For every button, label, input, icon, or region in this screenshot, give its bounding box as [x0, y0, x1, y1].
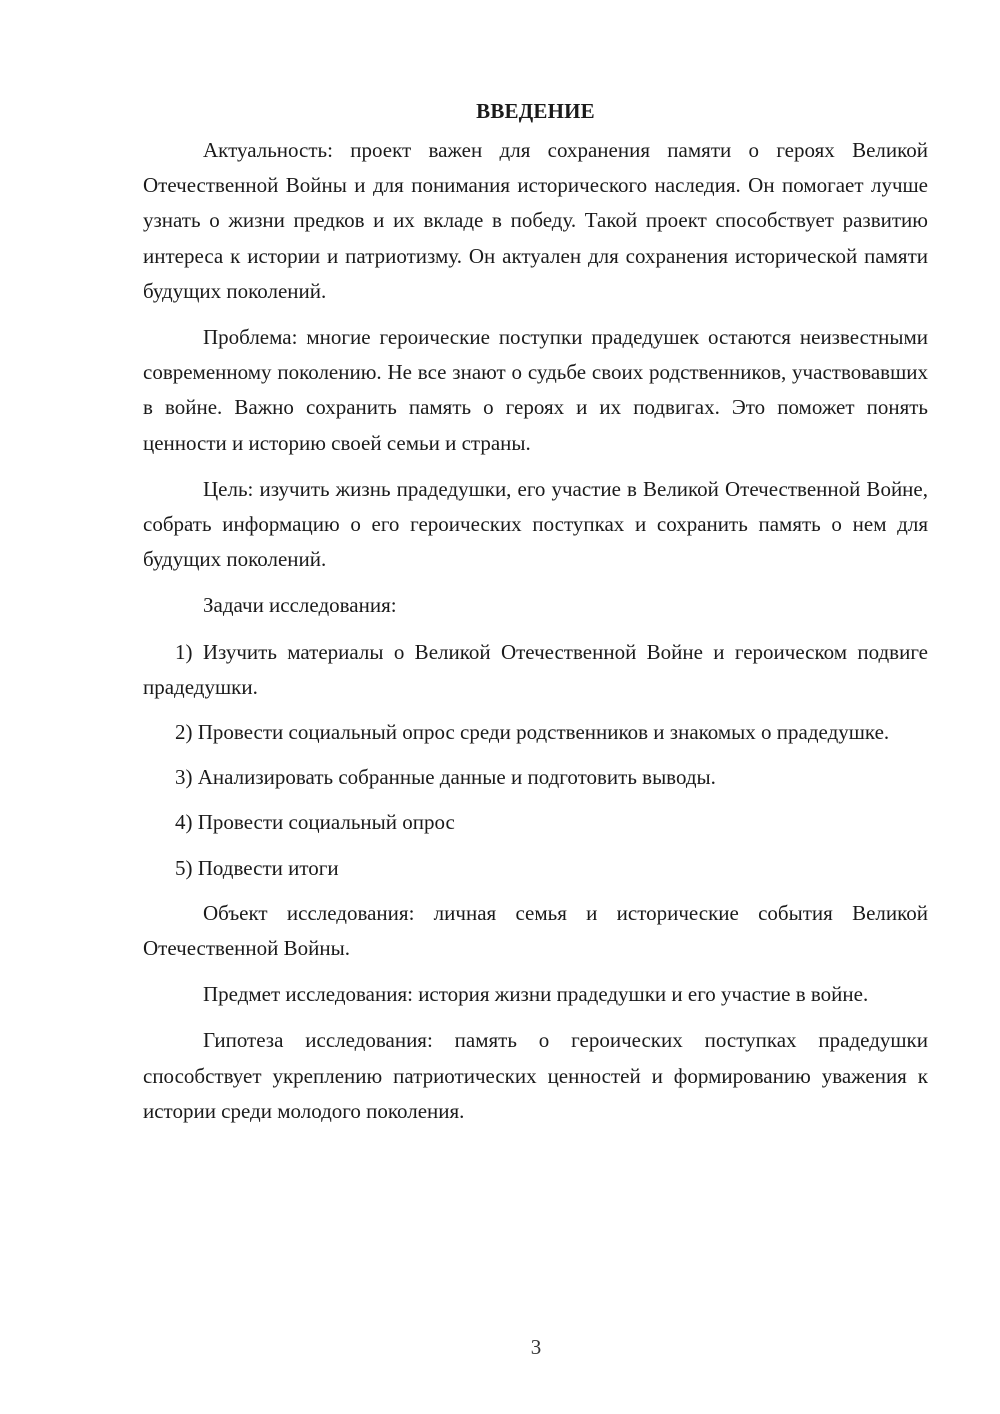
subject-paragraph: Предмет исследования: история жизни прадедушки и его участие в войне.: [203, 982, 869, 1007]
object-paragraph: Объект исследования: личная семья и исторические события Великой Отечественной Войны.: [143, 900, 928, 961]
task-item: 5) Подвести итоги: [175, 855, 339, 880]
task-item: 1) Изучить материалы о Великой Отечественной Войне и героическом подвиге прадедушки.: [143, 639, 928, 699]
problem-paragraph: Проблема: многие героические поступки прадедушек остаются неизвестными современному поколению. Не все знают о судьбе своих родственников, участвовавших в войне. Важно сохранить память о героях и их подвигах. Это поможет понять ценности и историю своей семьи и страны.: [143, 325, 928, 455]
relevance-paragraph: Актуальность: проект важен для сохранения памяти о героях Великой Отечественной Войны и для понимания исторического наследия. Он помогает лучше узнать о жизни предков и их вкладе в победу. Такой проект способствует развитию интереса к истории и патриотизму. Он актуален для сохранения исторической памяти будущих поколений.: [143, 138, 928, 303]
goal-paragraph: Цель: изучить жизнь прадедушки, его участие в Великой Отечественной Войне, собрать информацию о его героических поступках и сохранить память о нем для будущих поколений.: [143, 476, 928, 572]
tasks-heading: Задачи исследования:: [203, 593, 397, 618]
tasks-list: [143, 635, 928, 886]
document-body: [143, 95, 928, 1140]
task-item: 4) Провести социальный опрос: [175, 810, 455, 835]
page-number: 3: [530, 1335, 542, 1359]
task-item: 2) Провести социальный опрос среди родственников и знакомых о прадедушке.: [175, 720, 890, 745]
task-item: 3) Анализировать собранные данные и подготовить выводы.: [175, 765, 716, 790]
page-title: ВВЕДЕНИЕ: [476, 99, 595, 123]
hypothesis-paragraph: Гипотеза исследования: память о героических поступках прадедушки способствует укреплению патриотических ценностей и формированию уважения к истории среди молодого поколения.: [143, 1028, 928, 1123]
